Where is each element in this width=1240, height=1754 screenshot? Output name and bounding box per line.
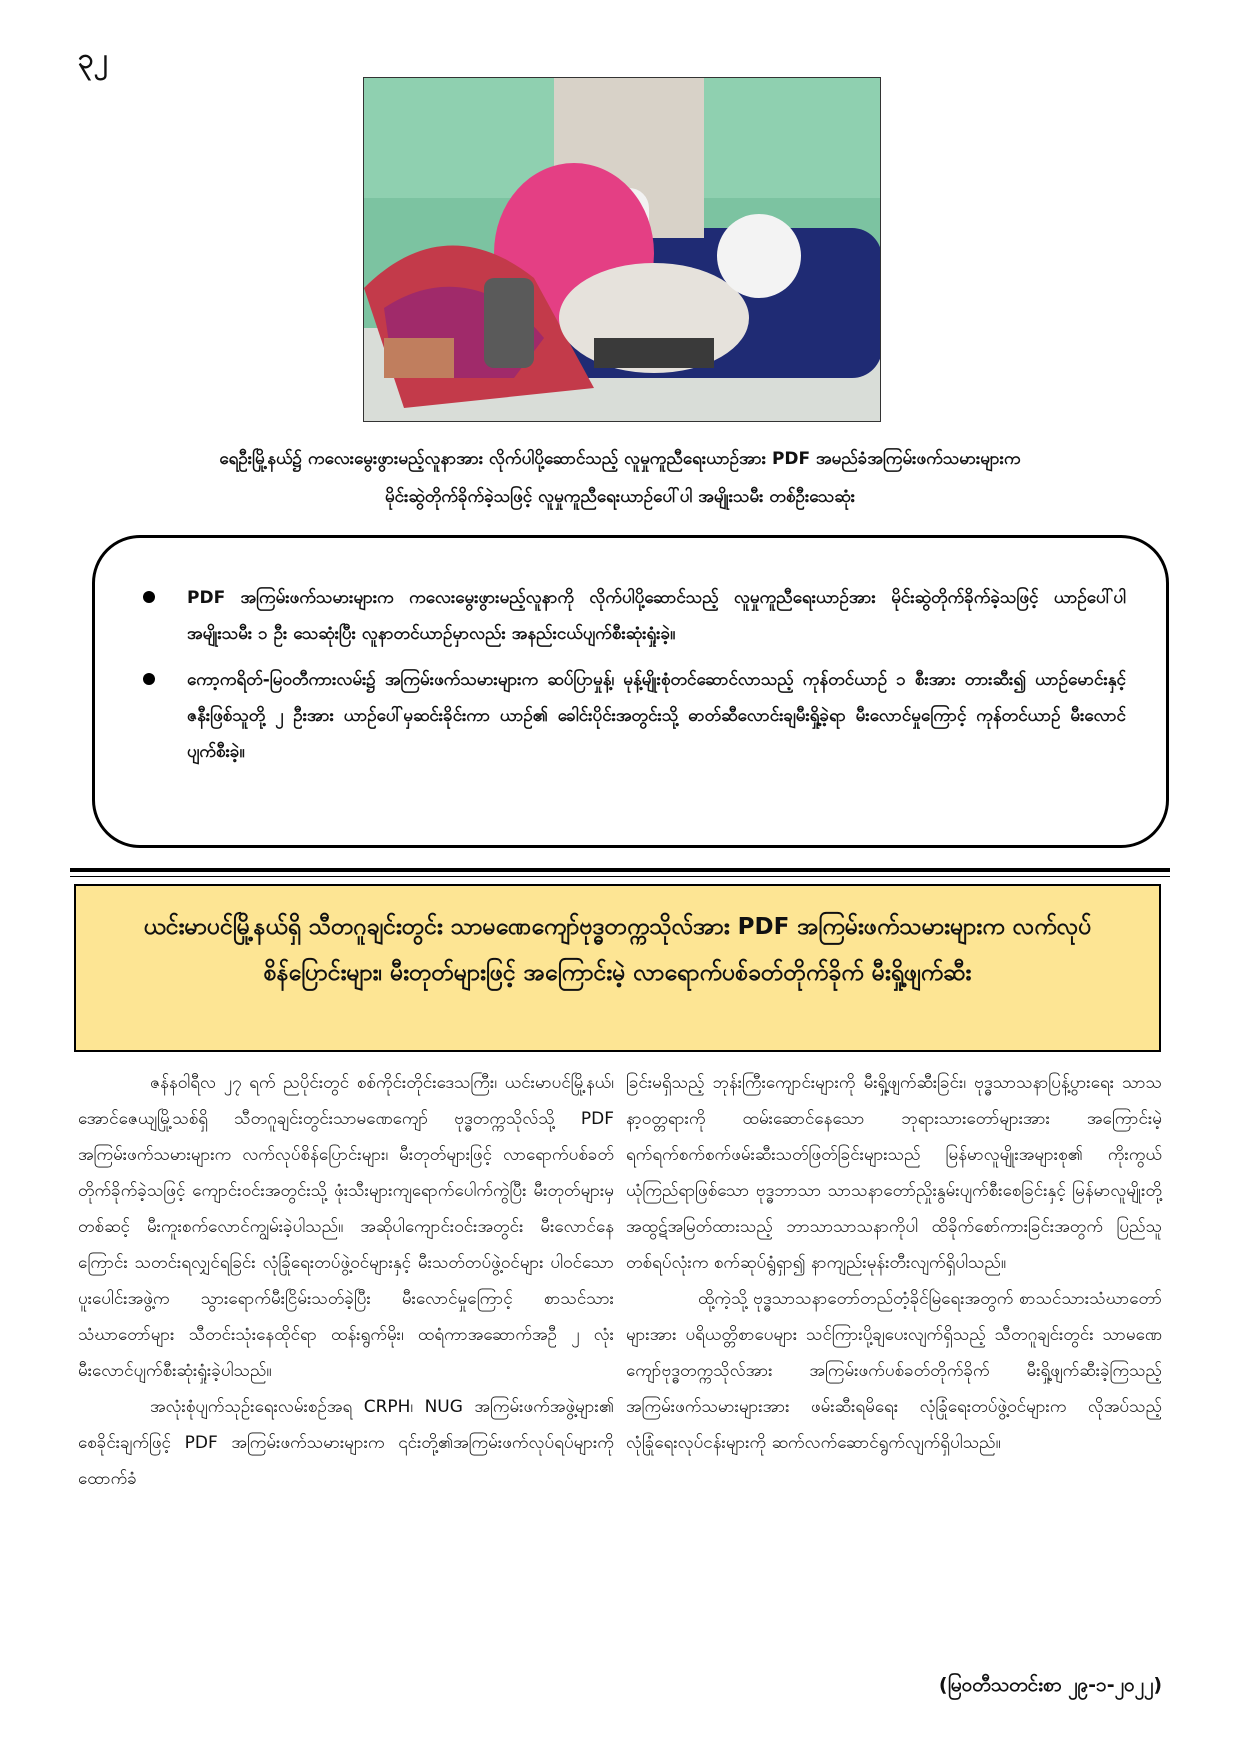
section-divider-thick [70, 868, 1170, 872]
summary-bullet-1 [137, 580, 1126, 652]
source-credit: (မြဝတီသတင်းစာ ၂၉-၁-၂၀၂၂) [938, 1674, 1162, 1696]
article-paragraph-1: ဇန်နဝါရီလ ၂၇ ရက် ညပိုင်းတွင် စစ်ကိုင်းတိုင်းဒေသကြီး၊ ယင်းမာပင်မြို့နယ်၊ အောင်ဇေယျမြို့သစ်ရှိ သီတဂူချင်းတွင်းသာမဏေကျော် ဗုဒ္ဓတက္ကသိုလ်သို့ PDF အကြမ်းဖက်သမားများက လက်လုပ်စိန်ပြောင်းများ၊ မီးတုတ်များဖြင့် လာရောက်ပစ်ခတ်တိုက်ခိုက်ခဲ့သဖြင့် ကျောင်းဝင်းအတွင်းသို့ ဖုံးသီးများကျရောက်ပေါက်ကွဲပြီး မီးတုတ်များမှတစ်ဆင့် မီးကူးစက်လောင်ကျွမ်းခဲ့ပါသည်။ အဆိုပါကျောင်းဝင်းအတွင်း မီးလောင်နေကြောင်း သတင်းရလျှင်ရခြင်း လုံခြုံရေးတပ်ဖွဲ့ဝင်များနှင့် မီးသတ်တပ်ဖွဲ့ဝင်များ ပါဝင်သောပူးပေါင်းအဖွဲ့က သွားရောက်မီးငြိမ်းသတ်ခဲ့ပြီး မီးလောင်မှုကြောင့် စာသင်သား သံဃာတော်များ သီတင်းသုံးနေထိုင်ရာ ထန်းရွက်မိုး၊ ထရံကာအဆောက်အဦ ၂ လုံး မီးလောင်ပျက်စီးဆုံးရှုံးခဲ့ပါသည်။ [78, 1073, 614, 1381]
summary-bullet-1-text: PDF အကြမ်းဖက်သမားများက ကလေးမွေးဖွားမည့်လူနာကို လိုက်ပါပို့ဆောင်သည့် လူမှုကူညီရေးယာဉ်အား မိုင်းဆွဲတိုက်ခိုက်ခဲ့သဖြင့် ယာဉ်ပေါ်ပါအမျိုးသမီး ၁ ဦး သေဆုံးပြီး လူနာတင်ယာဉ်မှာလည်း အနည်းငယ်ပျက်စီးဆုံးရှုံးခဲ့။ [187, 588, 1126, 644]
article-paragraph-3: ထို့ကဲ့သို့ ဗုဒ္ဓသာသနာတော်တည်တံ့ခိုင်မြဲရေးအတွက် စာသင်သားသံဃာတော်များအား ပရိယတ္တိစာပေများ သင်ကြားပို့ချပေးလျက်ရှိသည့် သီတဂူချင်းတွင်း သာမဏေကျော်ဗုဒ္ဓတက္ကသိုလ်အား အကြမ်းဖက်ပစ်ခတ်တိုက်ခိုက် မီးရှို့ဖျက်ဆီးခဲ့ကြသည့် အကြမ်းဖက်သမားများအား ဖမ်းဆီးရမိရေး လုံခြုံရေးတပ်ဖွဲ့ဝင်များက လိုအပ်သည့် လုံခြုံရေးလုပ်ငန်းများကို ဆက်လက်ဆောင်ရွက်လျက်ရှိပါသည်။ [626, 1289, 1162, 1453]
photo-caption [80, 440, 1160, 516]
summary-bullet-2 [137, 662, 1126, 770]
summary-bullet-2-text: ကော့ကရိတ်-မြဝတီကားလမ်း၌ အကြမ်းဖက်သမားများက ဆပ်ပြာမှုန့်၊ မုန့်မျိုးစုံတင်ဆောင်လာသည့် ကုန်တင်ယာဉ် ၁ စီးအား တားဆီး၍ ယာဉ်မောင်းနှင့် ဇနီးဖြစ်သူတို့ ၂ ဦးအား ယာဉ်ပေါ်မှဆင်းခိုင်းကာ ယာဉ်၏ ခေါင်းပိုင်းအတွင်းသို့ ဓာတ်ဆီလောင်းချမီးရှို့ခဲ့ရာ မီးလောင်မှုကြောင့် ကုန်တင်ယာဉ် မီးလောင်ပျက်စီးခဲ့။ [187, 670, 1126, 762]
article-headline: ယင်းမာပင်မြို့နယ်ရှိ သီတဂူချင်းတွင်း သာမဏေကျော်ဗုဒ္ဓတက္ကသိုလ်အား PDF အကြမ်းဖက်သမားများက လက်လုပ်စိန်ပြောင်းများ၊ မီးတုတ်များဖြင့် အကြောင်းမဲ့ လာရောက်ပစ်ခတ်တိုက်ခိုက် မီးရှို့ဖျက်ဆီး [74, 884, 1161, 1052]
photo-illustration [364, 78, 881, 422]
article-paragraph-2-continued: ခြင်းမရှိသည့် ဘုန်းကြီးကျောင်းများကို မီးရှို့ဖျက်ဆီးခြင်း၊ ဗုဒ္ဓသာသနာပြန့်ပွားရေး သာသနာ့ဝတ္တရားကို ထမ်းဆောင်နေသော ဘုရားသားတော်များအား အကြောင်းမဲ့ ရက်ရက်စက်စက်ဖမ်းဆီးသတ်ဖြတ်ခြင်းများသည် မြန်မာလူမျိုးအများစု၏ ကိုးကွယ်ယုံကြည်ရာဖြစ်သော ဗုဒ္ဓဘာသာ သာသနာတော်ညှိုးနွမ်းပျက်စီးစေခြင်းနှင့် မြန်မာလူမျိုးတို့ အထွဋ်အမြတ်ထားသည့် ဘာသာသာသနာကိုပါ ထိခိုက်စော်ကားခြင်းအတွက် ပြည်သူတစ်ရပ်လုံးက စက်ဆုပ်ရွံရှာ၍ နာကျည်းမုန်းတီးလျက်ရှိပါသည်။ [626, 1073, 1162, 1273]
caption-line-1: ရေဦးမြို့နယ်၌ ကလေးမွေးဖွားမည့်လူနာအား လိုက်ပါပို့ဆောင်သည့် လူမှုကူညီရေးယာဉ်အား PDF အမည်ခံအကြမ်းဖက်သမားများက [219, 449, 1021, 469]
article-column-left [78, 1065, 614, 1497]
caption-line-2: မိုင်းဆွဲတိုက်ခိုက်ခဲ့သဖြင့် လူမှုကူညီရေးယာဉ်ပေါ်ပါ အမျိုးသမီး တစ်ဦးသေဆုံး [384, 487, 856, 507]
bullet-dot-icon [143, 591, 155, 603]
summary-box [92, 535, 1169, 848]
news-photo [363, 77, 881, 422]
bullet-dot-icon [143, 673, 155, 685]
article-column-right [626, 1065, 1162, 1461]
section-divider-thin [70, 876, 1170, 877]
page-number: ၃၂ [78, 42, 108, 75]
article-paragraph-2: အလုံးစုံပျက်သုဉ်းရေးလမ်းစဉ်အရ CRPH၊ NUG အကြမ်းဖက်အဖွဲ့များ၏ စေခိုင်းချက်ဖြင့် PDF အကြမ်းဖက်သမားများက ၎င်းတို့၏အကြမ်းဖက်လုပ်ရပ်များကို ထောက်ခံ [78, 1397, 614, 1489]
